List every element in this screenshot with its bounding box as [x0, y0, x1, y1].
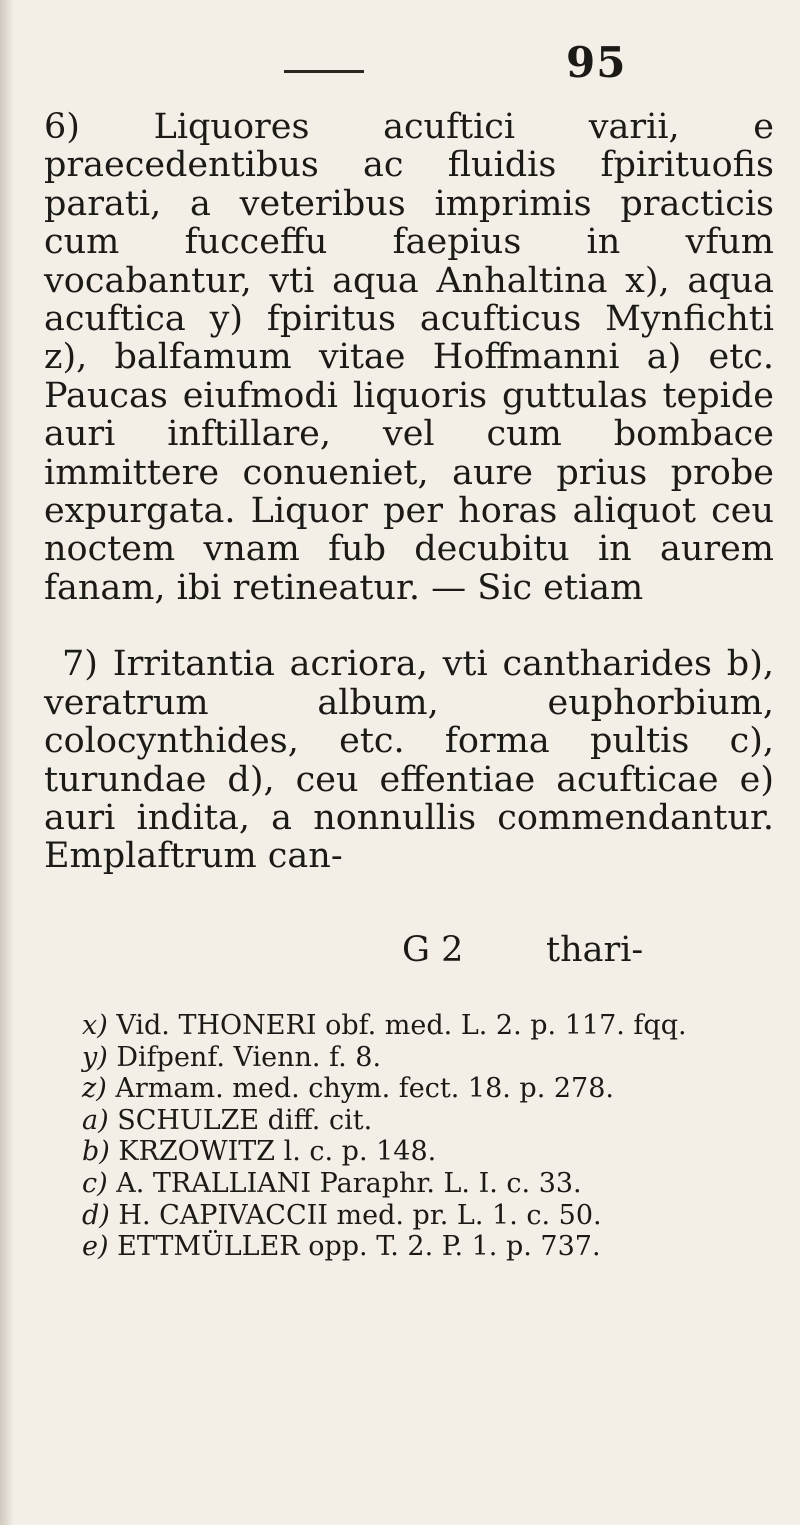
footnote-mark: x)	[82, 1010, 108, 1041]
signature-mark: G 2	[402, 930, 464, 970]
footnote	[82, 1010, 782, 1042]
footnotes	[82, 1010, 782, 1263]
footnote-text: A. TRALLIANI Paraphr. L. I. c. 33.	[116, 1167, 582, 1199]
footnote-mark: d)	[82, 1199, 110, 1231]
footnote-mark: y)	[82, 1041, 108, 1073]
footnote	[82, 1105, 782, 1137]
footnote-text: Difpenf. Vienn. f. 8.	[116, 1041, 382, 1073]
paragraph-6: 6) Liquores acuftici varii, e praecedentibus ac fluidis fpirituofis parati, a veteribus imprimis practicis cum fucceffu faepius in vfum vocabantur, vti aqua Anhaltina x), aqua acuftica y) fpiritus acufticus Mynfichti z), balfamum vitae Hoffmanni a) etc. Paucas eiufmodi liquoris guttulas tepide auri inftillare, vel cum bombace immittere conueniet, aure prius probe expurgata. Liquor per horas aliquot ceu noctem vnam fub decubitu in aurem fanam, ibi retineatur. — Sic etiam	[44, 107, 774, 608]
footnote	[82, 1073, 782, 1105]
footnote	[82, 1231, 782, 1263]
footnote-mark: a)	[82, 1104, 109, 1136]
footnote-mark: b)	[82, 1136, 110, 1168]
footnote	[82, 1200, 782, 1232]
paragraph-7: 7) Irritantia acriora, vti cantharides b), veratrum album, euphorbium, colocynthides, etc. forma pultis c), turundae d), ceu effentiae acufticae e) auri indita, a nonnullis commendantur. Emplaftrum can-	[44, 644, 774, 877]
footnote-mark: e)	[82, 1231, 109, 1263]
footnote-mark: c)	[82, 1167, 108, 1199]
footnote	[82, 1168, 782, 1200]
footnote-text: SCHULZE diff. cit.	[117, 1104, 373, 1136]
header-ornament-rule	[284, 70, 364, 73]
catchword: thari-	[546, 930, 644, 970]
footnote	[82, 1042, 782, 1074]
footnote-text: H. CAPIVACCII med. pr. L. 1. c. 50.	[118, 1199, 602, 1231]
page-gutter-shadow	[0, 0, 14, 1525]
footnote-mark: z)	[82, 1073, 107, 1105]
footnote-text: Vid. THONERI obf. med. L. 2. p. 117. fqq.	[116, 1010, 687, 1041]
footnote-text: KRZOWITZ l. c. p. 148.	[118, 1136, 437, 1168]
footnote-text: Armam. med. chym. fect. 18. p. 278.	[115, 1073, 614, 1105]
page-number: 95	[566, 38, 627, 87]
footnote	[82, 1136, 782, 1168]
footnote-text: ETTMÜLLER opp. T. 2. P. 1. p. 737.	[117, 1231, 601, 1263]
main-text	[44, 108, 774, 876]
